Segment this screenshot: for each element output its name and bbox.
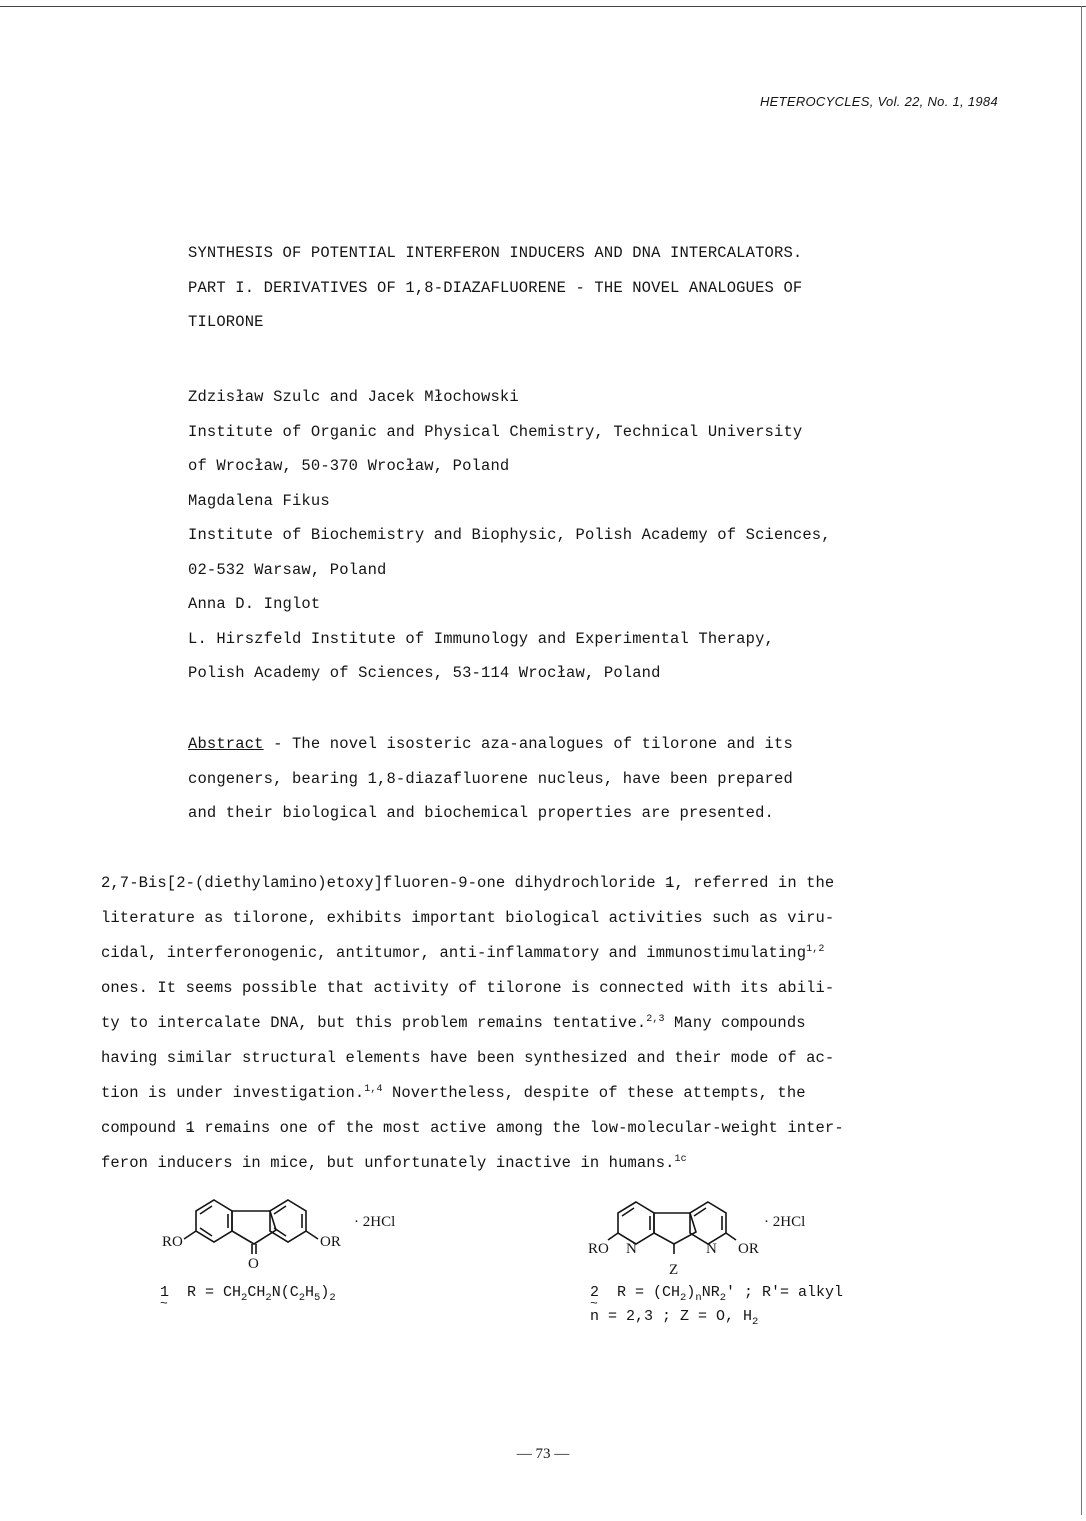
body-line (101, 936, 941, 971)
affiliation-line: of Wrocław, 50-370 Wrocław, Poland (188, 457, 510, 475)
citation-ref: 2,3 (646, 1014, 665, 1025)
formula-text: ′ ; R′= alkyl (726, 1284, 844, 1301)
formula-2-line2 (590, 1308, 759, 1328)
affiliation-line: Institute of Organic and Physical Chemistry, Technical University (188, 422, 803, 441)
body-line (101, 1111, 941, 1146)
formula-text: n = 2,3 ; Z = O, H (590, 1308, 753, 1325)
citation-ref: 1c (674, 1154, 687, 1165)
left-pyridine-ring (618, 1202, 654, 1244)
citation-ref: 1,2 (806, 944, 825, 955)
title-line: PART I. DERIVATIVES OF 1,8-DIAZAFLUORENE - THE NOVEL ANALOGUES OF (188, 278, 803, 297)
z-label: Z (669, 1262, 679, 1278)
right-benzene-ring (270, 1200, 306, 1242)
formula-sub: 2 (265, 1292, 272, 1304)
author-line: Anna D. Inglot (188, 595, 321, 613)
body-text: tion is under investigation. (101, 1084, 365, 1102)
affiliation-line: Polish Academy of Sciences, 53-114 Wrocław, Poland (188, 664, 661, 682)
or-label: OR (738, 1241, 759, 1257)
body-line: ones. It seems possible that activity of tilorone is connected with its abili- (101, 979, 835, 997)
formula-text: NR (701, 1284, 720, 1301)
author-line: Magdalena Fikus (188, 491, 330, 510)
formula-2 (590, 1284, 844, 1304)
formula-text: ) (320, 1284, 330, 1301)
body-text: 2,7-Bis[2-(diethylamino)etoxy]fluoren-9-one dihydrochloride (101, 874, 666, 892)
body-text: compound (101, 1119, 186, 1137)
author-line: Zdzisław Szulc and Jacek Młochowski (188, 388, 519, 406)
formula-text: ) (686, 1284, 696, 1301)
formula-sub: 2 (680, 1292, 687, 1304)
abstract-text: - The novel isosteric aza-analogues of tilorone and its (263, 735, 793, 753)
abstract (188, 727, 968, 831)
journal-citation: HETEROCYCLES, Vol. 22, No. 1, 1984 (759, 94, 998, 109)
formula-sub: 2 (752, 1316, 759, 1328)
formula-text: CH (247, 1284, 266, 1301)
structure-2-diazafluorene (586, 1190, 886, 1282)
body-text: Many compounds (664, 1014, 806, 1032)
abstract-line: and their biological and biochemical properties are presented. (188, 804, 774, 822)
scan-edge-right (1081, 6, 1082, 1515)
formula-sub: 2 (719, 1292, 727, 1304)
structure-1-fluorenone (158, 1190, 448, 1280)
body-line: literature as tilorone, exhibits important biological activities such as viru- (101, 909, 835, 927)
body-line (101, 1076, 941, 1111)
body-text: remains one of the most active among the low-molecular-weight inter- (195, 1119, 844, 1137)
affiliation-line: 02-532 Warsaw, Poland (188, 560, 387, 579)
right-pyridine-ring (690, 1202, 726, 1244)
author-affiliations (188, 380, 968, 691)
or-bond (726, 1233, 736, 1240)
affiliation-line: Institute of Biochemistry and Biophysic, Polish Academy of Sciences, (188, 526, 831, 544)
salt-label: · 2HCl (354, 1214, 396, 1230)
formula-text: R = CH (187, 1284, 242, 1301)
paper-title (188, 236, 968, 340)
abstract-line: congeners, bearing 1,8-diazafluorene nucleus, have been prepared (188, 769, 793, 788)
ro-bond (184, 1231, 196, 1239)
formula-sub: n (695, 1292, 702, 1304)
or-label: OR (320, 1234, 341, 1250)
or-bond (306, 1231, 318, 1239)
body-line (101, 866, 941, 901)
body-text: Novertheless, despite of these attempts, the (382, 1084, 806, 1102)
body-text: ty to intercalate DNA, but this problem remains tentative. (101, 1014, 647, 1032)
salt-label: · 2HCl (764, 1214, 806, 1230)
ro-bond (608, 1233, 618, 1240)
compound-number: 2 ~ (590, 1284, 599, 1301)
structure-1-bonds (184, 1200, 318, 1254)
formula-1 (160, 1284, 336, 1304)
left-benzene-ring (196, 1200, 232, 1242)
compound-number: 1 ~ (160, 1284, 169, 1301)
formula-sub: 2 (329, 1292, 336, 1304)
compound-ref: 1 ~ (665, 866, 674, 901)
affiliation-line: L. Hirszfeld Institute of Immunology and Experimental Therapy, (188, 629, 774, 648)
body-paragraph (101, 866, 941, 1181)
abstract-line (188, 727, 968, 762)
formula-sub: 2 (241, 1292, 248, 1304)
formula-text: N(C (271, 1284, 299, 1301)
citation-ref: 1,4 (364, 1084, 383, 1095)
formula-text: H (305, 1284, 315, 1301)
compound-ref: 1 ~ (186, 1111, 195, 1146)
body-text: , referred in the (674, 874, 835, 892)
oxygen-label: O (248, 1256, 259, 1272)
page-number: — 73 — (516, 1446, 570, 1462)
ro-label: RO (162, 1234, 183, 1250)
body-line (101, 1146, 941, 1181)
body-line (101, 1006, 941, 1041)
formula-sub: 2 (298, 1292, 306, 1304)
abstract-label: Abstract (188, 735, 264, 753)
formula-sub: 5 (314, 1292, 321, 1304)
body-text: feron inducers in mice, but unfortunately inactive in humans. (101, 1154, 675, 1172)
body-line: having similar structural elements have been synthesized and their mode of ac- (101, 1049, 835, 1067)
formula-text: R = (CH (617, 1284, 681, 1301)
nitrogen-label: N (626, 1241, 637, 1257)
ro-label: RO (588, 1241, 609, 1257)
body-text: cidal, interferonogenic, antitumor, anti-inflammatory and immunostimulating (101, 944, 807, 962)
scan-edge-top (0, 6, 1086, 7)
title-line: SYNTHESIS OF POTENTIAL INTERFERON INDUCERS AND DNA INTERCALATORS. (188, 244, 803, 262)
nitrogen-label: N (706, 1241, 717, 1257)
title-line: TILORONE (188, 313, 264, 331)
